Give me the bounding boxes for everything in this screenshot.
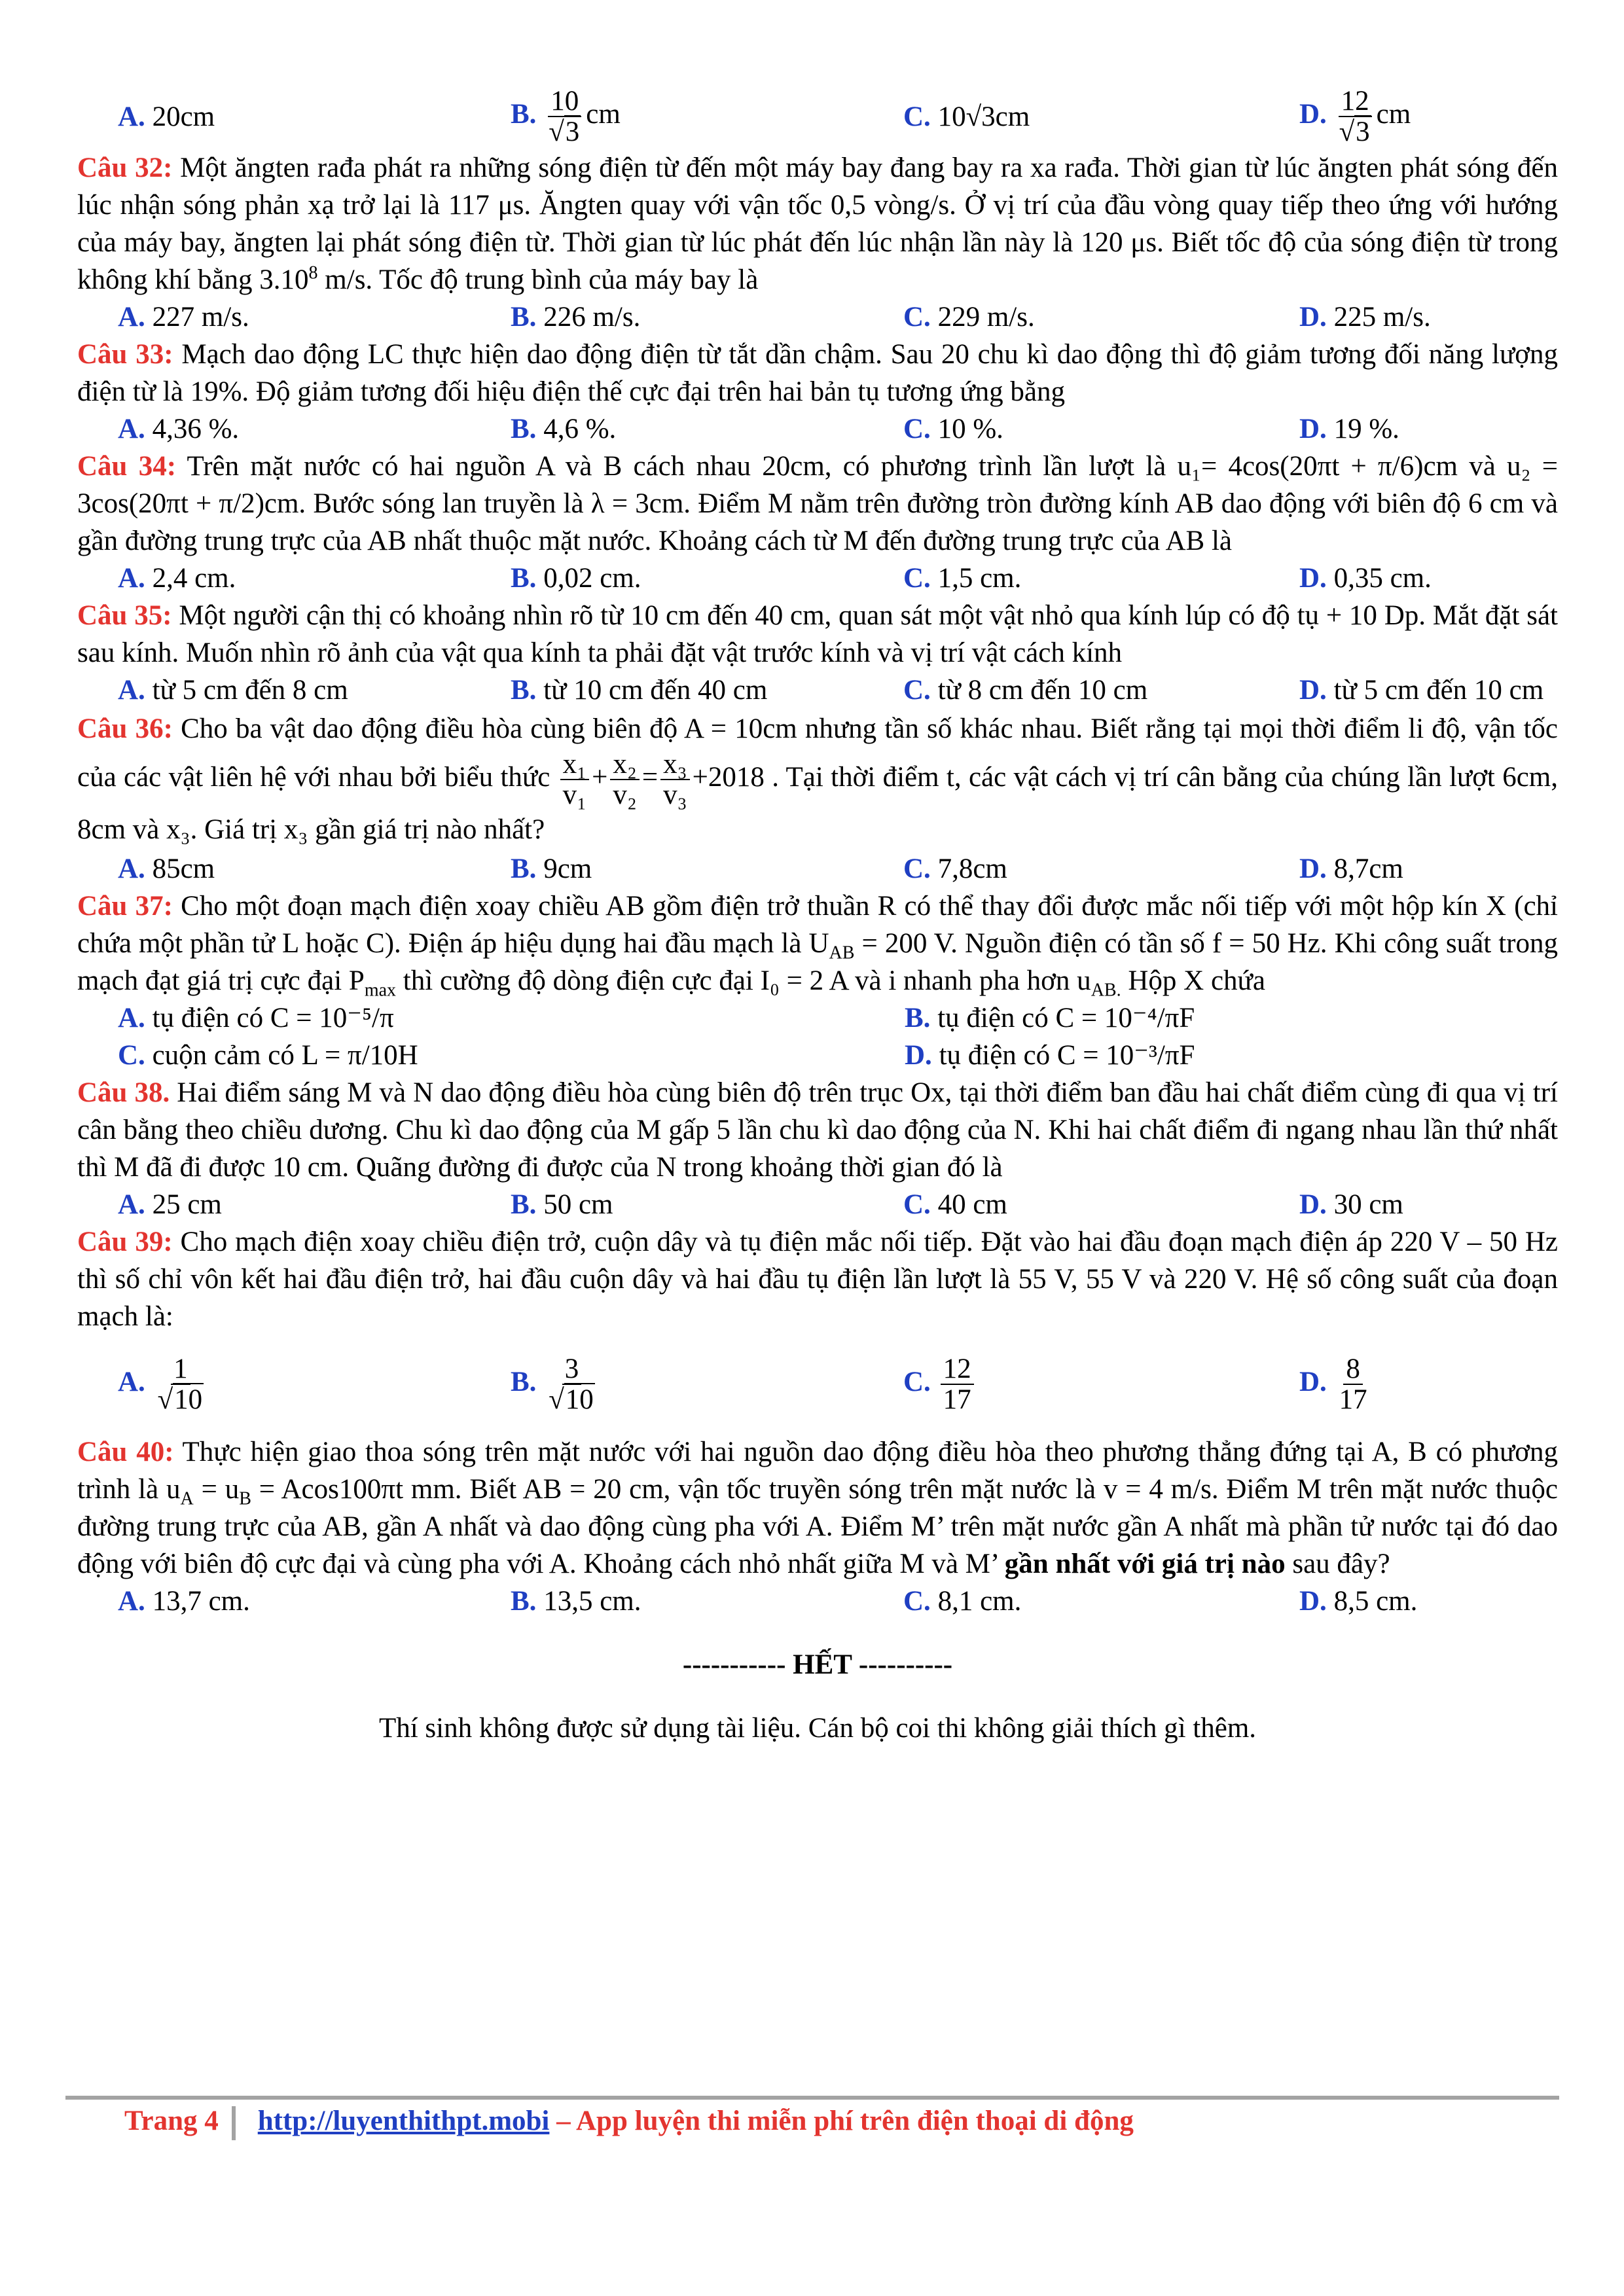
q31-option-c[interactable]: C. 10√3cm [903,101,1030,132]
q39-option-a[interactable]: A. $\frac{1}{√10}$ [118,1354,203,1416]
q36-formula: $\frac{\text{x₁}}{\text{v₁}}$ + $\frac{\text{x₂}}{\text{v₂}}$ = $\frac{\text{x₃}}{\text{v₃}}$ +2018 [558,762,772,793]
q38-option-a[interactable]: A. 25 cm [118,1189,222,1221]
q38-option-d[interactable]: D. 30 cm [1299,1189,1403,1221]
q34-options [77,560,1558,597]
q31-option-d[interactable]: D. $\frac{12}{√3}$ cm [1299,85,1411,147]
q36-option-b[interactable]: B. 9cm [511,853,592,885]
q31-options [77,84,1558,149]
q36-option-d[interactable]: D. 8,7cm [1299,853,1403,885]
q37-option-a[interactable]: A. tụ điện có C = 10⁻⁵/π [118,1003,394,1034]
q36-option-a[interactable]: A. 85cm [118,853,215,885]
q39-options [77,1335,1558,1433]
q33-options [77,410,1558,448]
q39-option-d[interactable]: D. $\frac{8}{17}$ [1299,1354,1367,1416]
question-36: Câu 36: Cho ba vật dao động điều hòa cùng biên độ A = 10cm nhưng tần số khác nhau. Biết rằng tại mọi thời điểm li độ, vận tốc của các vật liên hệ với nhau bởi biểu thức $\frac{\text{x₁}}{\text{v₁}}$ + $\frac{\text{x₂}}{\text{v₂}}$ = $\frac{\text{x₃}}{\text{v₃}}$ +2018 . Tại thời điểm t, các vật cách vị trí cân bằng của chúng lần lượt 6cm, 8cm và x₃. Giá trị x₃ gần giá trị nào nhất? [77,713,1558,846]
q40-option-c[interactable]: C. 8,1 cm. [903,1586,1022,1617]
q40-option-d[interactable]: D. 8,5 cm. [1299,1586,1418,1617]
question-39: Câu 39: Cho mạch điện xoay chiều điện trở, cuộn dây và tụ điện mắc nối tiếp. Đặt vào hai đầu đoạn mạch điện áp 220 V – 50 Hz thì số chỉ vôn kết hai đầu điện trở, hai đầu cuộn dây và hai đầu tụ điện lần lượt là 55 V, 55 V và 220 V. Hệ số công suất của đoạn mạch là: [77,1227,1558,1333]
end-marker: ----------- HẾT ---------- [682,1649,953,1681]
q34-option-c[interactable]: C. 1,5 cm. [903,563,1022,594]
q34-option-d[interactable]: D. 0,35 cm. [1299,563,1432,594]
q32-option-b[interactable]: B. 226 m/s. [511,302,641,332]
q36-option-c[interactable]: C. 7,8cm [903,853,1007,885]
q35-options [77,672,1558,709]
question-32: Câu 32: Một ăngten rađa phát ra những sóng điện từ đến một máy bay đang bay ra xa rađa. Thời gian từ lúc ăngten phát sóng đến lúc nhận sóng phản xạ trở lại là 117 μs. Ăngten quay với vận tốc 0,5 vòng/s. Ở vị trí của đầu vòng quay tiếp theo ứng với hướng của máy bay, ăngten lại phát sóng điện từ. Thời gian từ lúc phát đến lúc nhận lần này là 120 μs. Biết tốc độ của sóng điện từ trong không khí bằng 3.10$^8$ m/s. Tốc độ trung bình của máy bay là [77,152,1558,295]
q33-option-d[interactable]: D. 19 %. [1299,414,1399,444]
q31-d-fraction: $\frac{12}{√3}$ [1337,86,1374,147]
q37-option-c[interactable]: C. cuộn cảm có L = π/10H [118,1040,418,1071]
q32-option-a[interactable]: A. 227 m/s. [118,302,249,332]
question-35: Câu 35: Một người cận thị có khoảng nhìn rõ từ 10 cm đến 40 cm, quan sát một vật nhỏ qua kính lúp có độ tụ + 10 Dp. Mắt đặt sát sau kính. Muốn nhìn rõ ảnh của vật qua kính ta phải đặt vật trước kính và vị trí vật cách kính [77,600,1558,668]
q40-options [77,1583,1558,1620]
q32-option-d[interactable]: D. 225 m/s. [1299,302,1431,332]
footer-divider [65,2096,1559,2100]
question-33: Câu 33: Mạch dao động LC thực hiện dao động điện từ tắt dần chậm. Sau 20 chu kì dao động thì độ giảm tương đối năng lượng điện từ là 19%. Độ giảm tương đối hiệu điện thế cực đại trên hai bản tụ tương ứng bằng [77,339,1558,407]
q40-option-a[interactable]: A. 13,7 cm. [118,1586,250,1617]
q37-option-d[interactable]: D. tụ điện có C = 10⁻³/πF [905,1040,1195,1071]
q39-option-b[interactable]: B. $\frac{3}{√10}$ [511,1354,594,1416]
q35-option-a[interactable]: A. từ 5 cm đến 8 cm [118,675,348,706]
q34-option-a[interactable]: A. 2,4 cm. [118,563,236,594]
question-37: Câu 37: Cho một đoạn mạch điện xoay chiều AB gồm điện trở thuần R có thể thay đổi được mắc nối tiếp với một hộp kín X (chỉ chứa một phần tử L hoặc C). Điện áp hiệu dụng hai đầu mạch là $U_{AB} = 200$ V. Nguồn điện có tần số f = 50 Hz. Khi công suất trong mạch đạt giá trị cực đại $P_{max}$ thì cường độ dòng điện cực đại I₀ = 2 A và i nhanh pha hơn $u_{AB.}$ Hộp X chứa [77,891,1558,1001]
q31-option-b[interactable]: B. $\frac{10}{√3}$ cm [511,85,621,147]
q33-option-b[interactable]: B. 4,6 %. [511,414,617,444]
q34-option-b[interactable]: B. 0,02 cm. [511,563,641,594]
footer-link[interactable]: http://luyenthithpt.mobi [257,2106,550,2136]
q31-b-fraction: $\frac{10}{√3}$ [546,86,583,147]
exam-content [77,84,1558,1747]
q32-options [77,298,1558,336]
q38-option-b[interactable]: B. 50 cm [511,1189,613,1221]
q39-option-c[interactable]: C. $\frac{12}{17}$ [863,1354,1259,1414]
q35-option-d[interactable]: D. từ 5 cm đến 10 cm [1299,675,1544,706]
q40-option-b[interactable]: B. 13,5 cm. [511,1586,641,1617]
page-footer [124,2105,1134,2140]
q38-options [77,1186,1558,1223]
exam-note: Thí sinh không được sử dụng tài liệu. Cán bộ coi thi không giải thích gì thêm. [378,1713,1257,1744]
q32-option-c[interactable]: C. 229 m/s. [903,302,1035,332]
q37-options-row1 [77,999,1558,1037]
q37-options-row2 [77,1037,1558,1074]
q35-option-c[interactable]: C. từ 8 cm đến 10 cm [903,675,1148,706]
question-38: Câu 38. Hai điểm sáng M và N dao động điều hòa cùng biên độ trên trục Ox, tại thời điểm ban đầu hai chất điểm cùng đi qua vị trí cân bằng theo chiều dương. Chu kì dao động của M gấp 5 lần chu kì dao động của N. Khi hai chất điểm đi ngang nhau lần thứ nhất thì M đã đi được 10 cm. Quãng đường đi được của N trong khoảng thời gian đó là [77,1077,1558,1183]
q36-options [77,850,1558,888]
page-number: Trang 4 [124,2106,219,2136]
q38-option-c[interactable]: C. 40 cm [903,1189,1007,1221]
q35-option-b[interactable]: B. từ 10 cm đến 40 cm [511,675,768,706]
footer-app-text: – App luyện thi miễn phí trên điện thoại di động [549,2106,1134,2136]
footer-separator [232,2106,236,2140]
q31-option-a[interactable]: A. 20cm [118,101,215,132]
q37-option-b[interactable]: B. tụ điện có C = 10⁻⁴/πF [905,1003,1195,1034]
q33-option-a[interactable]: A. 4,36 %. [118,414,240,444]
question-34: Câu 34: Trên mặt nước có hai nguồn A và B cách nhau 20cm, có phương trình lần lượt là u₁= 4cos(20πt + π/6)cm và u₂ = 3cos(20πt + π/2)cm. Bước sóng lan truyền là λ = 3cm. Điểm M nằm trên đường tròn đường kính AB dao động với biên độ 6 cm và gần đường trung trực của AB nhất thuộc mặt nước. Khoảng cách từ M đến đường trung trực của AB là [77,451,1558,556]
q33-option-c[interactable]: C. 10 %. [903,414,1003,444]
question-40: Câu 40: Thực hiện giao thoa sóng trên mặt nước với hai nguồn dao động điều hòa theo phương thẳng đứng tại A, B có phương trình là $u_A = u_B = Acos100\pi t$ mm. Biết AB = 20 cm, vận tốc truyền sóng trên mặt nước là v = 4 m/s. Điểm M trên mặt nước thuộc đường trung trực của AB, gần A nhất và dao động cùng pha với A. Điểm M’ trên mặt nước gần A nhất mà phần tử nước tại đó dao động với biên độ cực đại và cùng pha với A. Khoảng cách nhỏ nhất giữa M và M’ gần nhất với giá trị nào sau đây? [77,1437,1559,1580]
